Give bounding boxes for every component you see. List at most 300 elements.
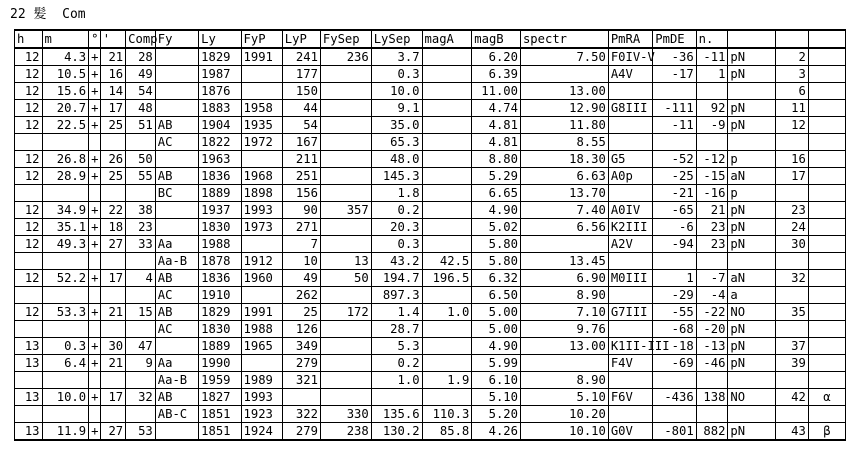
cell-lyp — [320, 389, 371, 406]
cell-h: 13 — [15, 389, 43, 406]
cell-m: 35.1 — [42, 219, 89, 236]
cell-deg: 22 — [100, 202, 125, 219]
cell-n: pN — [728, 338, 776, 355]
cell-fyp: 271 — [282, 219, 320, 236]
cell-pmra: -68 — [653, 321, 696, 338]
cell-fysep: 10.0 — [371, 83, 422, 100]
cell-deg: 17 — [100, 270, 125, 287]
cell-fysep: 1.4 — [371, 304, 422, 321]
cell-lysep — [422, 185, 472, 202]
cell-sign: + — [89, 219, 101, 236]
cell-num: 12 — [776, 117, 809, 134]
table-row — [15, 219, 846, 236]
cell-lysep — [422, 338, 472, 355]
cell-comp — [155, 66, 198, 83]
cell-fy: 1878 — [199, 253, 241, 270]
cell-maga: 6.50 — [472, 287, 521, 304]
cell-fy: 1836 — [199, 168, 241, 185]
cell-deg: 30 — [100, 338, 125, 355]
cell-comp: AB — [155, 117, 198, 134]
cell-sign: + — [89, 151, 101, 168]
column-header: ' — [100, 30, 125, 48]
cell-comp: AB — [155, 168, 198, 185]
cell-comp: Aa-B — [155, 372, 198, 389]
cell-fy: 1889 — [199, 338, 241, 355]
cell-ly — [241, 236, 282, 253]
cell-min: 15 — [126, 304, 156, 321]
column-header: FyP — [241, 30, 282, 48]
cell-sign — [89, 321, 101, 338]
cell-deg: 26 — [100, 151, 125, 168]
cell-min: 38 — [126, 202, 156, 219]
cell-n: p — [728, 185, 776, 202]
cell-maga: 5.20 — [472, 406, 521, 423]
cell-magb — [520, 236, 608, 253]
cell-lysep — [422, 83, 472, 100]
cell-n: pN — [728, 236, 776, 253]
cell-spectr: F4V — [608, 355, 652, 372]
cell-magb: 13.00 — [520, 83, 608, 100]
cell-sign — [89, 253, 101, 270]
cell-sign: + — [89, 355, 101, 372]
cell-fyp: 49 — [282, 270, 320, 287]
cell-maga: 4.81 — [472, 117, 521, 134]
cell-fysep: 130.2 — [371, 423, 422, 441]
cell-magb: 13.45 — [520, 253, 608, 270]
cell-pmde: -46 — [696, 355, 728, 372]
cell-comp — [155, 423, 198, 441]
table-row — [15, 372, 846, 389]
cell-fyp: 349 — [282, 338, 320, 355]
cell-comp: AB-C — [155, 406, 198, 423]
cell-pmra — [653, 83, 696, 100]
cell-sign — [89, 287, 101, 304]
cell-spectr: A4V — [608, 66, 652, 83]
cell-ly: 1924 — [241, 423, 282, 441]
cell-spectr: M0III — [608, 270, 652, 287]
cell-greek — [808, 134, 845, 151]
cell-spectr: G0V — [608, 423, 652, 441]
cell-h: 12 — [15, 304, 43, 321]
cell-pmde: -11 — [696, 48, 728, 66]
cell-spectr — [608, 406, 652, 423]
cell-num: 32 — [776, 270, 809, 287]
cell-pmde: -22 — [696, 304, 728, 321]
table-row — [15, 66, 846, 83]
cell-comp: AB — [155, 304, 198, 321]
cell-lysep — [422, 100, 472, 117]
cell-comp: Aa — [155, 236, 198, 253]
cell-num: 3 — [776, 66, 809, 83]
cell-h: 12 — [15, 270, 43, 287]
cell-fysep: 0.2 — [371, 355, 422, 372]
cell-maga: 6.32 — [472, 270, 521, 287]
cell-n: pN — [728, 100, 776, 117]
cell-sign: + — [89, 202, 101, 219]
cell-lyp — [320, 117, 371, 134]
cell-m: 22.5 — [42, 117, 89, 134]
column-header — [776, 30, 809, 48]
cell-pmde — [696, 372, 728, 389]
column-header — [728, 30, 776, 48]
cell-greek — [808, 202, 845, 219]
cell-comp — [155, 48, 198, 66]
cell-fyp: 150 — [282, 83, 320, 100]
column-header: spectr — [520, 30, 608, 48]
cell-deg — [100, 253, 125, 270]
cell-lyp — [320, 372, 371, 389]
cell-maga: 4.26 — [472, 423, 521, 441]
cell-fyp: 211 — [282, 151, 320, 168]
cell-deg: 27 — [100, 236, 125, 253]
cell-spectr: A0p — [608, 168, 652, 185]
cell-ly: 1991 — [241, 48, 282, 66]
cell-lysep — [422, 168, 472, 185]
cell-fyp: 90 — [282, 202, 320, 219]
cell-fy: 1830 — [199, 219, 241, 236]
cell-h — [15, 134, 43, 151]
cell-deg — [100, 185, 125, 202]
cell-fyp: 241 — [282, 48, 320, 66]
cell-pmra — [653, 406, 696, 423]
table-row — [15, 321, 846, 338]
cell-fyp: 177 — [282, 66, 320, 83]
cell-min: 33 — [126, 236, 156, 253]
column-header: magA — [422, 30, 472, 48]
cell-num — [776, 253, 809, 270]
cell-num: 16 — [776, 151, 809, 168]
cell-greek — [808, 168, 845, 185]
cell-maga: 4.81 — [472, 134, 521, 151]
cell-fyp: 279 — [282, 355, 320, 372]
table-row — [15, 117, 846, 134]
cell-deg — [100, 406, 125, 423]
cell-pmra: -436 — [653, 389, 696, 406]
cell-n: pN — [728, 321, 776, 338]
cell-n — [728, 134, 776, 151]
cell-lyp: 50 — [320, 270, 371, 287]
cell-ly — [241, 66, 282, 83]
cell-ly — [241, 355, 282, 372]
column-header: PmRA — [608, 30, 652, 48]
cell-magb: 8.90 — [520, 372, 608, 389]
cell-pmde: 21 — [696, 202, 728, 219]
cell-m: 10.5 — [42, 66, 89, 83]
table-row — [15, 270, 846, 287]
cell-h: 13 — [15, 355, 43, 372]
cell-ly: 1923 — [241, 406, 282, 423]
cell-ly: 1993 — [241, 389, 282, 406]
cell-maga: 5.10 — [472, 389, 521, 406]
cell-min: 53 — [126, 423, 156, 441]
cell-fysep: 194.7 — [371, 270, 422, 287]
table-row — [15, 100, 846, 117]
cell-greek — [808, 236, 845, 253]
cell-fyp — [282, 389, 320, 406]
cell-deg — [100, 321, 125, 338]
cell-magb: 7.10 — [520, 304, 608, 321]
cell-fy: 1910 — [199, 287, 241, 304]
cell-pmde: -13 — [696, 338, 728, 355]
cell-pmra: -55 — [653, 304, 696, 321]
cell-comp: AC — [155, 321, 198, 338]
cell-greek — [808, 48, 845, 66]
cell-m — [42, 321, 89, 338]
cell-lysep: 196.5 — [422, 270, 472, 287]
cell-greek — [808, 355, 845, 372]
cell-comp — [155, 219, 198, 236]
cell-sign: + — [89, 423, 101, 441]
cell-n: a — [728, 287, 776, 304]
cell-sign: + — [89, 168, 101, 185]
cell-lyp: 13 — [320, 253, 371, 270]
cell-min — [126, 253, 156, 270]
cell-num — [776, 406, 809, 423]
table-row — [15, 304, 846, 321]
cell-spectr — [608, 321, 652, 338]
cell-pmde: -7 — [696, 270, 728, 287]
cell-maga: 6.65 — [472, 185, 521, 202]
cell-sign: + — [89, 389, 101, 406]
cell-greek — [808, 287, 845, 304]
cell-magb: 9.76 — [520, 321, 608, 338]
cell-spectr: G7III — [608, 304, 652, 321]
cell-num — [776, 321, 809, 338]
cell-m: 26.8 — [42, 151, 89, 168]
column-header: ° — [89, 30, 101, 48]
cell-min: 4 — [126, 270, 156, 287]
cell-comp: AC — [155, 134, 198, 151]
cell-magb: 6.90 — [520, 270, 608, 287]
cell-m: 34.9 — [42, 202, 89, 219]
cell-maga: 6.20 — [472, 48, 521, 66]
cell-pmde — [696, 83, 728, 100]
cell-m — [42, 406, 89, 423]
cell-ly: 1993 — [241, 202, 282, 219]
cell-deg: 17 — [100, 100, 125, 117]
cell-deg — [100, 372, 125, 389]
cell-sign: + — [89, 117, 101, 134]
cell-n — [728, 83, 776, 100]
cell-min — [126, 134, 156, 151]
cell-spectr: G8III — [608, 100, 652, 117]
cell-fysep — [371, 389, 422, 406]
cell-fyp: 322 — [282, 406, 320, 423]
cell-pmde: 23 — [696, 219, 728, 236]
cell-h: 12 — [15, 48, 43, 66]
cell-fysep: 0.3 — [371, 66, 422, 83]
cell-num: 2 — [776, 48, 809, 66]
table-row — [15, 423, 846, 441]
cell-n: aN — [728, 270, 776, 287]
cell-n: pN — [728, 202, 776, 219]
cell-fysep: 0.2 — [371, 202, 422, 219]
cell-ly: 1935 — [241, 117, 282, 134]
column-header: n. — [696, 30, 728, 48]
cell-lysep: 42.5 — [422, 253, 472, 270]
cell-min: 9 — [126, 355, 156, 372]
cell-num: 43 — [776, 423, 809, 441]
cell-fysep: 20.3 — [371, 219, 422, 236]
cell-h: 12 — [15, 236, 43, 253]
cell-lyp: 357 — [320, 202, 371, 219]
cell-fysep: 897.3 — [371, 287, 422, 304]
cell-num: 37 — [776, 338, 809, 355]
table-row — [15, 338, 846, 355]
cell-num — [776, 372, 809, 389]
cell-min: 49 — [126, 66, 156, 83]
cell-ly: 1968 — [241, 168, 282, 185]
cell-fyp: 44 — [282, 100, 320, 117]
table-row — [15, 83, 846, 100]
cell-num: 6 — [776, 83, 809, 100]
cell-m: 11.9 — [42, 423, 89, 441]
cell-ly: 1898 — [241, 185, 282, 202]
cell-deg: 21 — [100, 355, 125, 372]
cell-greek — [808, 66, 845, 83]
cell-fy: 1829 — [199, 48, 241, 66]
cell-num: 23 — [776, 202, 809, 219]
cell-pmra: -6 — [653, 219, 696, 236]
cell-fy: 1851 — [199, 423, 241, 441]
cell-ly: 1965 — [241, 338, 282, 355]
cell-pmde — [696, 406, 728, 423]
cell-ly: 1973 — [241, 219, 282, 236]
cell-num — [776, 287, 809, 304]
cell-deg — [100, 287, 125, 304]
cell-lysep — [422, 117, 472, 134]
table-row — [15, 236, 846, 253]
cell-fyp: 54 — [282, 117, 320, 134]
cell-spectr: F6V — [608, 389, 652, 406]
cell-fy: 1904 — [199, 117, 241, 134]
cell-min — [126, 406, 156, 423]
cell-maga: 6.39 — [472, 66, 521, 83]
cell-fy: 1876 — [199, 83, 241, 100]
cell-fy: 1827 — [199, 389, 241, 406]
cell-fyp: 10 — [282, 253, 320, 270]
cell-num: 39 — [776, 355, 809, 372]
cell-greek — [808, 117, 845, 134]
cell-fyp: 7 — [282, 236, 320, 253]
cell-magb: 8.55 — [520, 134, 608, 151]
cell-n: pN — [728, 219, 776, 236]
column-header: Fy — [155, 30, 198, 48]
column-header: m — [42, 30, 89, 48]
cell-maga: 5.29 — [472, 168, 521, 185]
cell-pmde: -20 — [696, 321, 728, 338]
cell-maga: 5.80 — [472, 253, 521, 270]
cell-lysep — [422, 355, 472, 372]
cell-m: 20.7 — [42, 100, 89, 117]
cell-spectr: F0IV-V — [608, 48, 652, 66]
cell-pmde: -9 — [696, 117, 728, 134]
cell-m — [42, 185, 89, 202]
cell-m — [42, 372, 89, 389]
cell-pmde: 92 — [696, 100, 728, 117]
cell-pmde: 23 — [696, 236, 728, 253]
cell-lyp — [320, 151, 371, 168]
cell-magb: 7.50 — [520, 48, 608, 66]
cell-ly: 1912 — [241, 253, 282, 270]
cell-lyp: 238 — [320, 423, 371, 441]
cell-pmra: -65 — [653, 202, 696, 219]
cell-pmde: 1 — [696, 66, 728, 83]
cell-pmde: -15 — [696, 168, 728, 185]
cell-fysep: 65.3 — [371, 134, 422, 151]
cell-sign — [89, 185, 101, 202]
cell-lysep — [422, 389, 472, 406]
cell-fyp: 251 — [282, 168, 320, 185]
cell-h: 13 — [15, 423, 43, 441]
cell-h: 12 — [15, 66, 43, 83]
cell-m — [42, 134, 89, 151]
cell-maga: 4.90 — [472, 338, 521, 355]
cell-sign: + — [89, 83, 101, 100]
cell-fy: 1830 — [199, 321, 241, 338]
cell-ly — [241, 151, 282, 168]
cell-sign: + — [89, 304, 101, 321]
cell-fy: 1990 — [199, 355, 241, 372]
cell-m: 0.3 — [42, 338, 89, 355]
cell-fy: 1959 — [199, 372, 241, 389]
cell-spectr: A0IV — [608, 202, 652, 219]
cell-ly: 1960 — [241, 270, 282, 287]
cell-m: 52.2 — [42, 270, 89, 287]
cell-lyp — [320, 355, 371, 372]
cell-ly: 1991 — [241, 304, 282, 321]
cell-lysep — [422, 219, 472, 236]
cell-greek: β — [808, 423, 845, 441]
cell-fy: 1851 — [199, 406, 241, 423]
cell-deg: 25 — [100, 117, 125, 134]
cell-num: 24 — [776, 219, 809, 236]
cell-ly: 1988 — [241, 321, 282, 338]
cell-n — [728, 372, 776, 389]
cell-comp — [155, 100, 198, 117]
cell-lysep — [422, 151, 472, 168]
cell-pmde: -4 — [696, 287, 728, 304]
cell-fysep: 5.3 — [371, 338, 422, 355]
cell-lyp — [320, 134, 371, 151]
cell-greek — [808, 219, 845, 236]
cell-magb: 8.90 — [520, 287, 608, 304]
cell-magb: 18.30 — [520, 151, 608, 168]
cell-h: 12 — [15, 100, 43, 117]
cell-n: p — [728, 151, 776, 168]
cell-min: 55 — [126, 168, 156, 185]
cell-pmra: -111 — [653, 100, 696, 117]
cell-lyp: 330 — [320, 406, 371, 423]
cell-sign — [89, 406, 101, 423]
cell-min: 32 — [126, 389, 156, 406]
cell-ly: 1958 — [241, 100, 282, 117]
cell-h: 12 — [15, 202, 43, 219]
cell-greek — [808, 151, 845, 168]
cell-magb: 13.00 — [520, 338, 608, 355]
cell-h: 13 — [15, 338, 43, 355]
cell-lysep — [422, 236, 472, 253]
cell-magb — [520, 66, 608, 83]
cell-fysep: 35.0 — [371, 117, 422, 134]
cell-num: 35 — [776, 304, 809, 321]
cell-deg: 14 — [100, 83, 125, 100]
cell-comp — [155, 83, 198, 100]
cell-m — [42, 287, 89, 304]
cell-pmra: 1 — [653, 270, 696, 287]
cell-m: 10.0 — [42, 389, 89, 406]
cell-lysep — [422, 134, 472, 151]
